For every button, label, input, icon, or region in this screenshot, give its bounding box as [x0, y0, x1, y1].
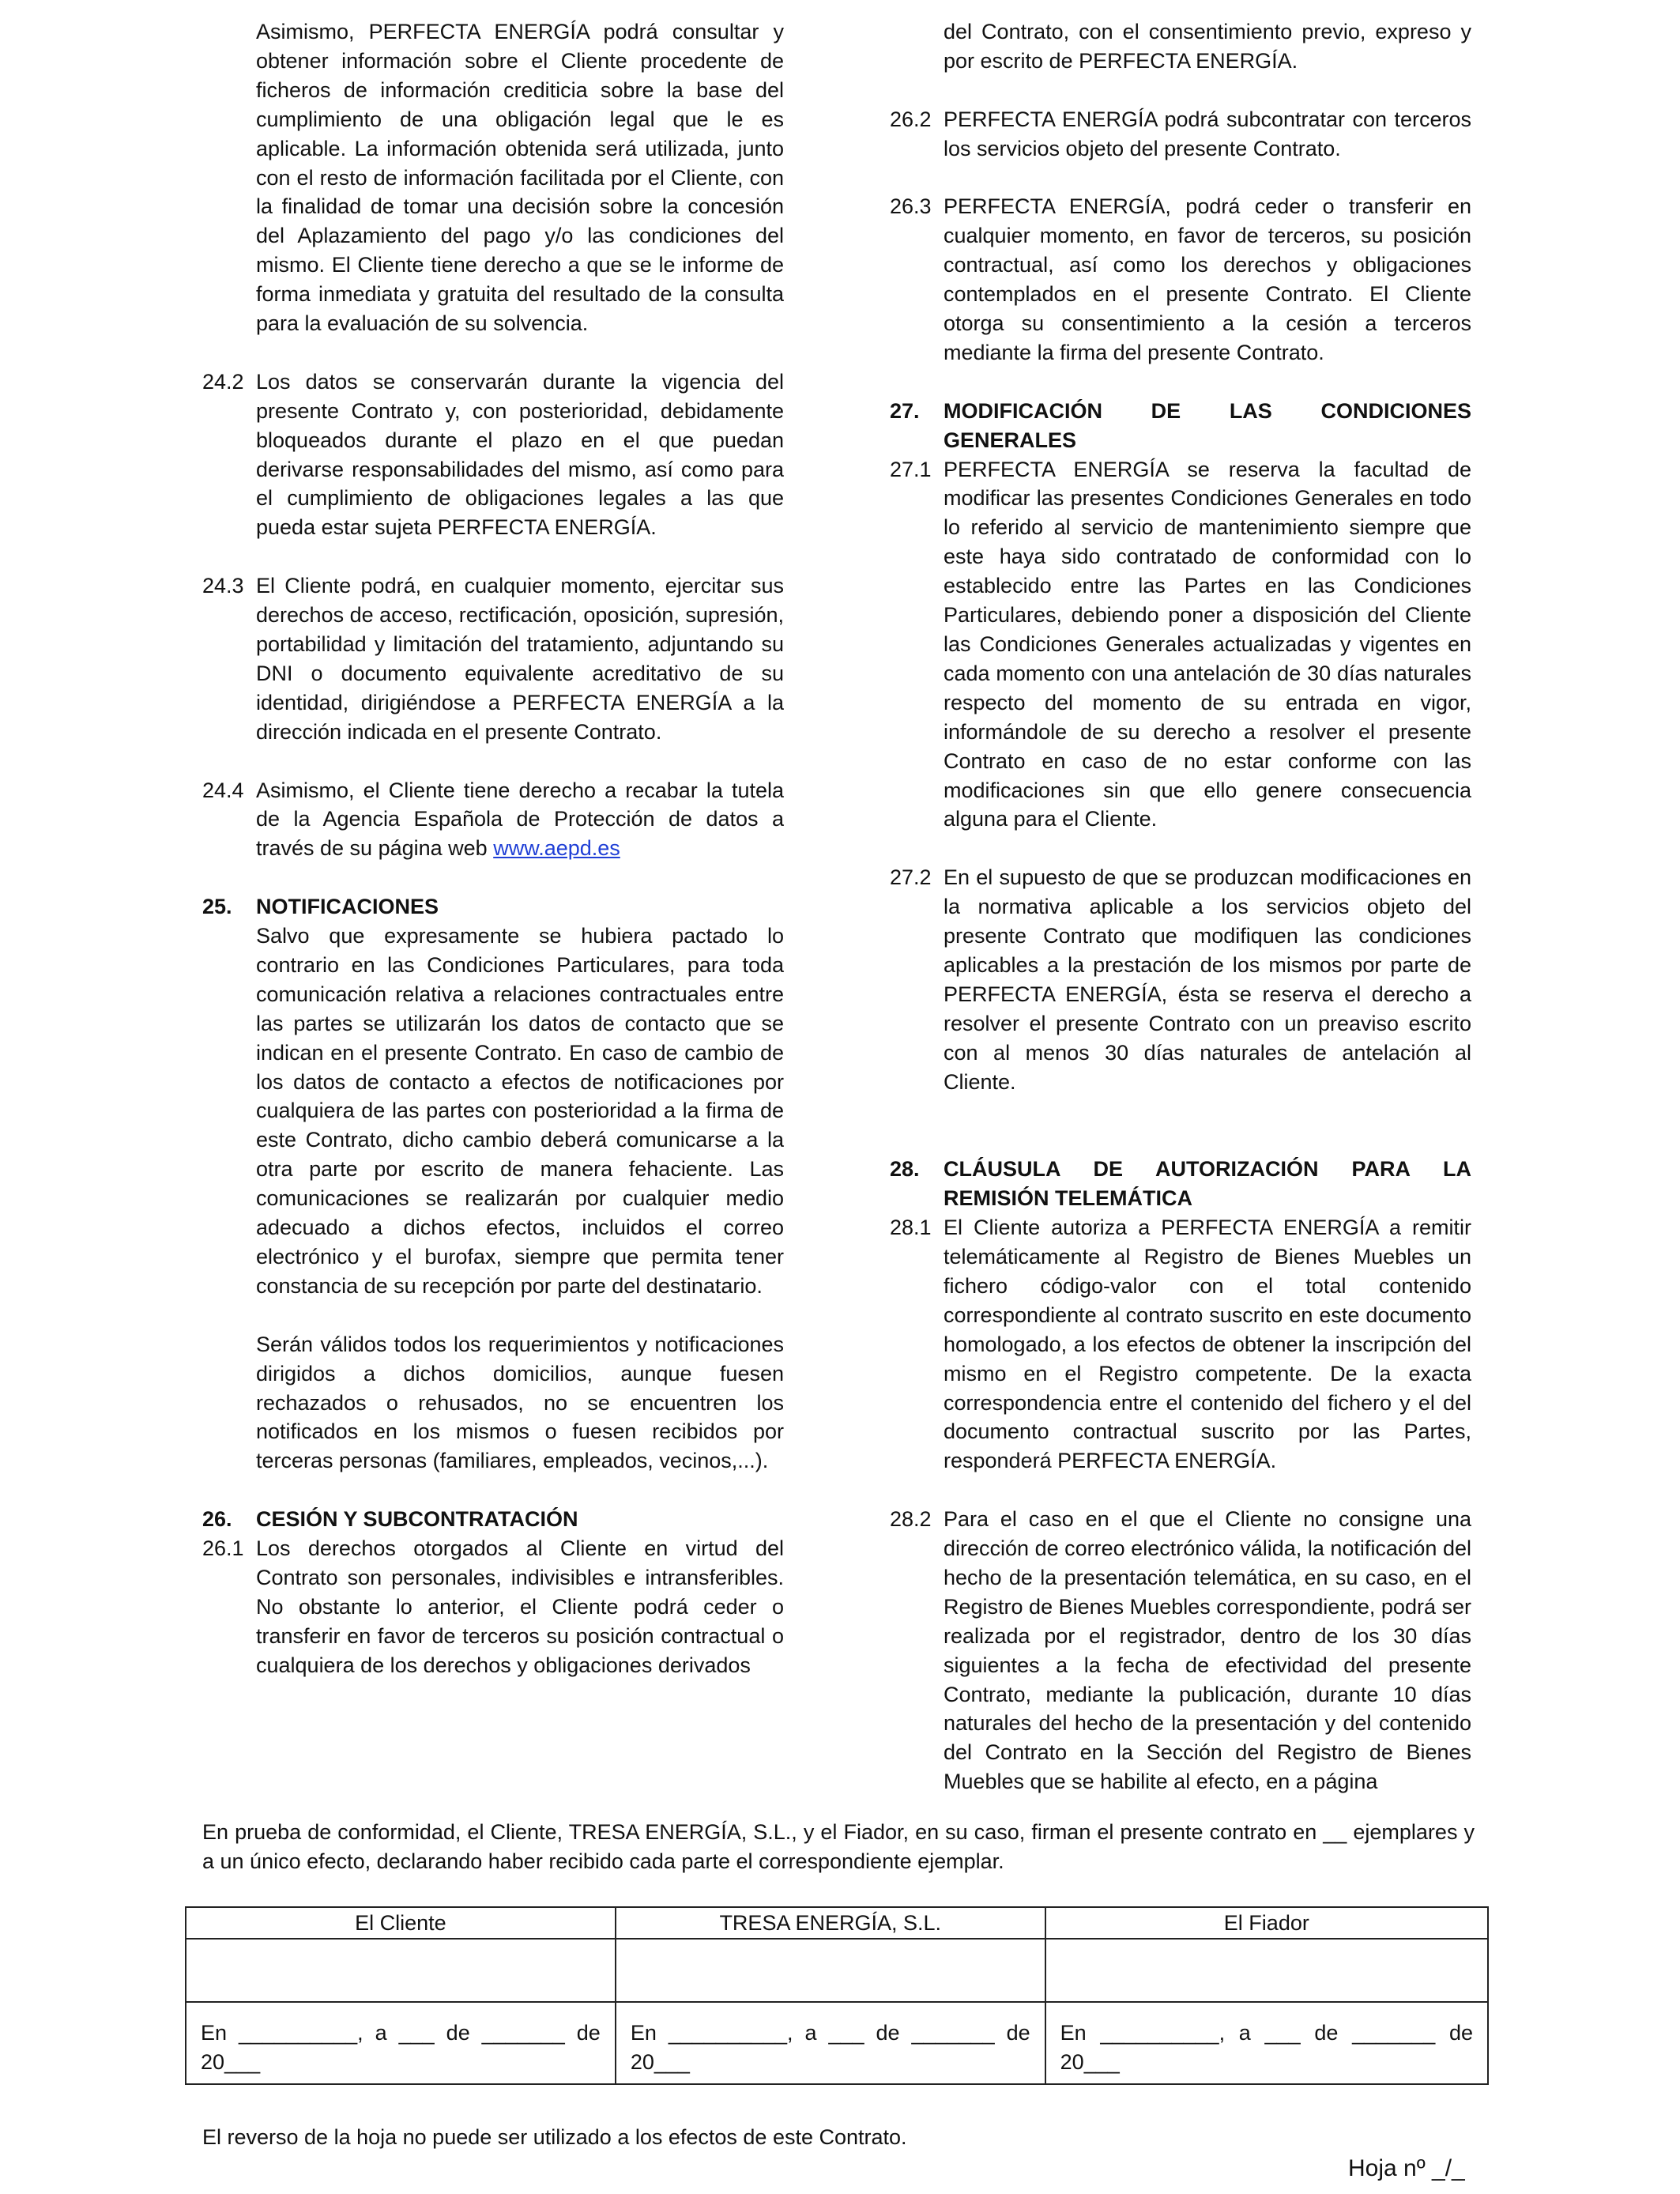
clause-text: del Contrato, con el consentimiento previo, expreso y por escrito de PERFECTA ENERGÍA. [944, 20, 1471, 73]
clause-24-2 [202, 368, 784, 542]
section-28-heading [890, 1155, 1471, 1213]
clause-number: 24.3 [202, 574, 244, 598]
footnote: El reverso de la hoja no puede ser utilizado a los efectos de este Contrato. [202, 2125, 907, 2149]
section-gap [890, 1125, 1471, 1155]
clause-26-1-continuation [890, 17, 1471, 76]
clause-text: Los datos se conservarán durante la vigencia del presente Contrato y, con posterioridad, debidamente bloqueados durante el plazo en el que puedan derivarse responsabilidades del mismo, así como para el cumplimiento de obligaciones legales a las que pueda estar sujeta PERFECTA ENERGÍA. [256, 369, 784, 540]
clause-25-body [202, 922, 784, 1301]
section-number: 25. [202, 895, 232, 919]
clause-text: El Cliente autoriza a PERFECTA ENERGÍA a remitir telemáticamente al Registro de Bienes Muebles un fichero código-valor con el total contenido correspondiente al contrato suscrito en este documento homologado, a los efectos de obtener la inscripción del mismo en el Registro competente. De la exacta correspondencia entre el contenido del fichero y el del documento contractual suscrito por las Partes, responderá PERFECTA ENERGÍA. [944, 1216, 1471, 1473]
clause-number: 24.4 [202, 778, 244, 802]
right-column [890, 17, 1471, 1796]
clause-text: Serán válidos todos los requerimientos y notificaciones dirigidos a dichos domicilios, aunque fuesen rechazados o rehusados, no se encuentren los notificados en los mismos o fuesen recibidos por terceras personas (familiares, empleados, vecinos,...). [256, 1332, 784, 1473]
clause-24-3 [202, 571, 784, 746]
clause-25-second-paragraph [202, 1330, 784, 1476]
aepd-link[interactable]: www.aepd.es [493, 836, 620, 861]
signature-row [186, 1939, 1488, 2002]
header-cliente: El Cliente [186, 1907, 616, 1939]
section-number: 28. [890, 1157, 920, 1182]
clause-text: En el supuesto de que se produzcan modificaciones en la normativa aplicable a los servicios objeto del presente Contrato que modifiquen las condiciones aplicables a la prestación de los mismos por parte de PERFECTA ENERGÍA, ésta se reserva el derecho a resolver el presente Contrato con un preaviso escrito con al menos 30 días naturales de antelación al Cliente. [944, 865, 1471, 1094]
section-title: CLÁUSULA DE AUTORIZACIÓN PARA LA REMISIÓN TELEMÁTICA [944, 1157, 1471, 1211]
signature-box-tresa-energia[interactable] [616, 1939, 1045, 2002]
page-number: Hoja nº _/_ [1348, 2155, 1465, 2181]
clause-text: PERFECTA ENERGÍA podrá subcontratar con terceros los servicios objeto del presente Contrato. [944, 107, 1471, 160]
clause-number: 27.1 [890, 457, 932, 481]
section-27-heading [890, 397, 1471, 455]
date-line-tresa-energia[interactable]: En __________, a ___ de _______ de 20___ [616, 2002, 1045, 2084]
signature-box-cliente[interactable] [186, 1939, 616, 2002]
clause-26-3 [890, 192, 1471, 367]
clause-24-4 [202, 776, 784, 864]
clause-28-2 [890, 1505, 1471, 1796]
clause-text: Asimismo, el Cliente tiene derecho a recabar la tutela de la Agencia Española de Protección de datos a través de su página web [256, 778, 784, 861]
date-row [186, 2002, 1488, 2084]
clause-text: PERFECTA ENERGÍA, podrá ceder o transferir en cualquier momento, en favor de terceros, su posición contractual, así como los derechos y obligaciones contemplados en el presente Contrato. El Cliente otorga su consentimiento a la cesión a terceros mediante la firma del presente Contrato. [944, 194, 1471, 364]
clause-text: Asimismo, PERFECTA ENERGÍA podrá consultar y obtener información sobre el Cliente procedente de ficheros de información crediticia sobre la base del cumplimiento de una obligación legal que le es aplicable. La información obtenida será utilizada, junto con el resto de información facilitada por el Cliente, con la finalidad de tomar una decisión sobre la concesión del Aplazamiento del pago y/o las condiciones del mismo. El Cliente tiene derecho a que se le informe de forma inmediata y gratuita del resultado de la consulta para la evaluación de su solvencia. [256, 20, 784, 336]
clause-number: 26.1 [202, 1536, 244, 1561]
date-line-cliente[interactable]: En __________, a ___ de _______ de 20___ [186, 2002, 616, 2084]
clause-26-1 [202, 1534, 784, 1680]
clause-28-1 [890, 1213, 1471, 1476]
clause-text: Salvo que expresamente se hubiera pactado lo contrario en las Condiciones Particulares, para toda comunicación relativa a relaciones contractuales entre las partes se utilizarán los datos de contacto que se indican en el presente Contrato. En caso de cambio de los datos de contacto a efectos de notificaciones por cualquiera de las partes con posterioridad a la firma de este Contrato, dicho cambio deberá comunicarse a la otra parte por escrito de manera fehaciente. Las comunicaciones se realizarán por cualquier medio adecuado a dichos efectos, incluidos el correo electrónico y el burofax, siempre que permita tener constancia de su recepción por parte del destinatario. [256, 924, 784, 1298]
section-title: CESIÓN Y SUBCONTRATACIÓN [256, 1507, 578, 1532]
clause-24-1-continuation [202, 17, 784, 338]
clause-text: Los derechos otorgados al Cliente en virtud del Contrato son personales, indivisibles e intransferibles. No obstante lo anterior, el Cliente podrá ceder o transferir en favor de terceros su posición contractual o cualquiera de los derechos y obligaciones derivados [256, 1536, 784, 1677]
clause-number: 28.2 [890, 1507, 932, 1532]
section-25-heading [202, 892, 784, 922]
left-column [202, 17, 784, 1680]
section-number: 27. [890, 398, 920, 423]
section-title: MODIFICACIÓN DE LAS CONDICIONES GENERALES [944, 398, 1471, 452]
clause-text: El Cliente podrá, en cualquier momento, ejercitar sus derechos de acceso, rectificación, oposición, supresión, portabilidad y limitación del tratamiento, adjuntando su DNI o documento equivalente acreditativo de su identidad, dirigiéndose a PERFECTA ENERGÍA a la dirección indicada en el presente Contrato. [256, 574, 784, 744]
clause-number: 24.2 [202, 369, 244, 394]
signature-header-row [186, 1907, 1488, 1939]
signature-box-fiador[interactable] [1045, 1939, 1488, 2002]
clause-number: 26.3 [890, 194, 932, 219]
header-tresa-energia: TRESA ENERGÍA, S.L. [616, 1907, 1045, 1939]
clause-27-1 [890, 455, 1471, 835]
section-number: 26. [202, 1507, 232, 1532]
clause-27-2 [890, 863, 1471, 1096]
closing-statement: En prueba de conformidad, el Cliente, TRESA ENERGÍA, S.L., y el Fiador, en su caso, firman el presente contrato en __ ejemplares y a un único efecto, declarando haber recibido cada parte el correspondiente ejemplar. [202, 1820, 1475, 1873]
clause-number: 26.2 [890, 107, 932, 131]
section-26-heading [202, 1505, 784, 1534]
clause-text: PERFECTA ENERGÍA se reserva la facultad de modificar las presentes Condiciones Generales en todo lo referido al servicio de mantenimiento siempre que este haya sido contratado de conformidad con lo establecido entre las Partes en las Condiciones Particulares, debiendo poner a disposición del Cliente las Condiciones Generales actualizadas y vigentes en cada momento con una antelación de 30 días naturales respecto del momento de su entrada en vigor, informándole de su derecho a resolver el presente Contrato en caso de no estar conforme con las modificaciones sin que ello genere consecuencia alguna para el Cliente. [944, 457, 1471, 831]
date-line-fiador[interactable]: En __________, a ___ de _______ de 20___ [1045, 2002, 1488, 2084]
clause-number: 27.2 [890, 865, 932, 890]
clause-number: 28.1 [890, 1216, 932, 1240]
clause-26-2 [890, 105, 1471, 164]
header-fiador: El Fiador [1045, 1907, 1488, 1939]
section-title: NOTIFICACIONES [256, 895, 439, 919]
signature-table [185, 1906, 1489, 2085]
clause-text: Para el caso en el que el Cliente no consigne una dirección de correo electrónico válida, la notificación del hecho de la presentación telemática, en su caso, en el Registro de Bienes Muebles correspondiente, podrá ser realizada por el registrador, dentro de los 30 días siguientes a la fecha de efectividad del presente Contrato, mediante la publicación, durante 10 días naturales del hecho de la presentación y del contenido del Contrato en la Sección del Registro de Bienes Muebles que se habilite al efecto, en a página [944, 1507, 1471, 1794]
